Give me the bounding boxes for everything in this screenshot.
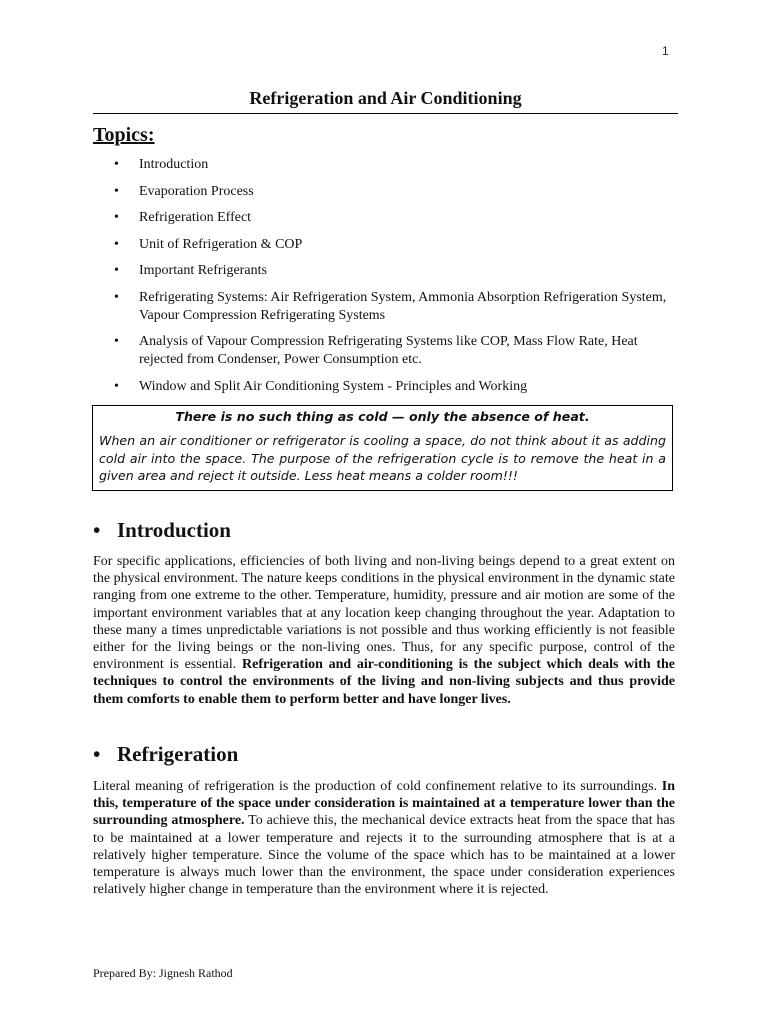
topic-item: • Window and Split Air Conditioning System - Principles and Working xyxy=(114,378,678,396)
topic-item: • Unit of Refrigeration & COP xyxy=(114,236,678,254)
topics-list xyxy=(114,156,678,404)
introduction-text: For specific applications, efficiencies of both living and non-living beings depend to a great extent on the physical environment. The nature keeps conditions in the physical environment in the dynamic state ranging from one extreme to the other. Temperature, humidity, pressure and air motion are some of the important environment variables that at any location keep changing throughout the year. Adaptation to these many a times unpredictable variations is not possible and thus working efficiently is not feasible either for the living beings or the non-living ones. Thus, for any specific purpose, control of the environment is essential. xyxy=(93,554,675,673)
refrigeration-paragraph xyxy=(93,778,675,898)
introduction-paragraph xyxy=(93,553,675,708)
refrigeration-heading xyxy=(93,742,238,767)
topic-item: • Important Refrigerants xyxy=(114,262,678,280)
introduction-bold-text: Refrigeration and air-conditioning is the subject which deals with the techniques to control the environments of the living and non-living subjects and thus provide them comforts to enable them to perform better and have longer lives. xyxy=(93,657,675,707)
topics-heading: Topics: xyxy=(93,124,155,146)
document-title: Refrigeration and Air Conditioning xyxy=(249,88,522,108)
quote-body: When an air conditioner or refrigerator is cooling a space, do not think about it as adding cold air into the space. The purpose of the refrigeration cycle is to remove the heat in a given area and reject it outside. Less heat means a colder room!!! xyxy=(99,433,666,483)
topic-item: • Evaporation Process xyxy=(114,183,678,201)
introduction-heading xyxy=(93,518,231,543)
refrigeration-text-end: To achieve this, the mechanical device extracts heat from the space that has to be maintained at a lower temperature and rejects it to the surrounding atmosphere that is at a relatively higher temperature. Since the volume of the space which has to be maintained at a lower temperature is always much lower than the environment, the space under consideration experiences relatively higher change in temperature than the environment where it is rejected. xyxy=(93,813,676,898)
quote-box xyxy=(92,405,673,491)
refrigeration-heading-text: Refrigeration xyxy=(117,742,239,766)
topic-item: • Refrigerating Systems: Air Refrigeration System, Ammonia Absorption Refrigeration System, Vapour Compression Refrigerating Systems xyxy=(114,289,678,325)
topic-item: • Introduction xyxy=(114,156,678,174)
topic-item: • Refrigeration Effect xyxy=(114,209,678,227)
introduction-heading-text: Introduction xyxy=(117,518,231,542)
topic-item: • Analysis of Vapour Compression Refrigerating Systems like COP, Mass Flow Rate, Heat rejected from Condenser, Power Consumption etc. xyxy=(114,333,678,369)
footer-author: Prepared By: Jignesh Rathod xyxy=(93,966,233,980)
bullet-glyph: • xyxy=(93,518,101,542)
bullet-glyph: • xyxy=(93,742,101,766)
quote-title: There is no such thing as cold — only the absence of heat. xyxy=(175,409,590,424)
refrigeration-bold-text: In this, temperature of the space under consideration is maintained at a temperature lower than the surrounding atmosphere. xyxy=(93,779,675,829)
refrigeration-text-start: Literal meaning of refrigeration is the production of cold confinement relative to its surroundings. xyxy=(93,779,662,794)
page-number: 1 xyxy=(662,44,669,58)
title-underline-rule xyxy=(93,113,678,114)
